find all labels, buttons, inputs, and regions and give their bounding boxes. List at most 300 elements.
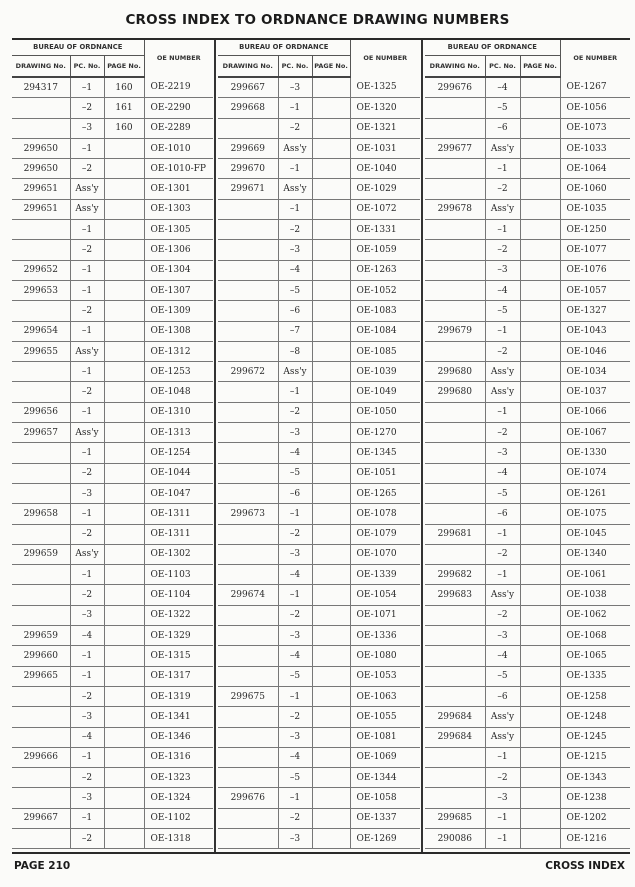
- drawing-no-cell: [12, 463, 70, 483]
- pc-no-cell: –8: [278, 341, 312, 361]
- oe-number-cell: OE-1309: [144, 301, 213, 321]
- drawing-no-cell: [218, 768, 278, 788]
- pc-no-cell: Ass'y: [70, 341, 104, 361]
- page-no-cell: [312, 402, 350, 422]
- pc-no-cell: –6: [485, 686, 520, 706]
- drawing-no-cell: 299680: [425, 382, 485, 402]
- page-no-cell: [104, 301, 144, 321]
- pc-no-cell: –2: [70, 98, 104, 118]
- table-row: [425, 788, 630, 808]
- drawing-no-cell: [218, 443, 278, 463]
- drawing-no-cell: [218, 747, 278, 767]
- table-row: [12, 382, 213, 402]
- drawing-no-cell: [12, 443, 70, 463]
- page-no-cell: [312, 443, 350, 463]
- section-label: CROSS INDEX: [545, 860, 625, 872]
- drawing-no-cell: [425, 159, 485, 179]
- pc-no-cell: –2: [278, 118, 312, 138]
- pc-no-cell: –6: [278, 301, 312, 321]
- table-row: [218, 646, 420, 666]
- drawing-no-cell: [12, 524, 70, 544]
- page-no-cell: [312, 565, 350, 585]
- oe-number-cell: OE-1324: [144, 788, 213, 808]
- drawing-no-cell: [218, 341, 278, 361]
- oe-number-cell: OE-1317: [144, 666, 213, 686]
- page-no-cell: [312, 240, 350, 260]
- page-no-cell: [520, 220, 560, 240]
- table-row: [12, 788, 213, 808]
- page-no-cell: [104, 544, 144, 564]
- drawing-no-cell: [425, 788, 485, 808]
- pc-no-cell: –2: [70, 159, 104, 179]
- pc-no-cell: –1: [485, 565, 520, 585]
- pc-no-cell: –1: [485, 828, 520, 848]
- page-no-cell: [520, 280, 560, 300]
- page-no-cell: [312, 382, 350, 402]
- pc-no-cell: –3: [70, 118, 104, 138]
- pc-no-cell: –3: [485, 626, 520, 646]
- pc-no-cell: –4: [278, 747, 312, 767]
- oe-number-cell: OE-1076: [560, 260, 630, 280]
- oe-number-cell: OE-1034: [560, 362, 630, 382]
- table-row: [12, 118, 213, 138]
- pc-no-cell: –6: [278, 483, 312, 503]
- table-row: [425, 341, 630, 361]
- pc-no-cell: –4: [485, 77, 520, 98]
- oe-number-cell: OE-1065: [560, 646, 630, 666]
- table-row: [218, 179, 420, 199]
- drawing-no-cell: [425, 747, 485, 767]
- header-bureau: BUREAU OF ORDNANCE: [218, 40, 350, 56]
- pc-no-cell: –1: [485, 747, 520, 767]
- page-no-cell: [520, 626, 560, 646]
- pc-no-cell: –3: [485, 260, 520, 280]
- drawing-no-cell: [425, 260, 485, 280]
- drawing-no-cell: 299660: [12, 646, 70, 666]
- table-row: [425, 646, 630, 666]
- oe-number-cell: OE-1045: [560, 524, 630, 544]
- pc-no-cell: –1: [278, 788, 312, 808]
- drawing-no-cell: [425, 98, 485, 118]
- page-no-cell: [312, 788, 350, 808]
- table-row: [12, 199, 213, 219]
- pc-no-cell: –4: [278, 646, 312, 666]
- page-no-cell: [104, 605, 144, 625]
- table-row: [218, 565, 420, 585]
- page-no-cell: [520, 179, 560, 199]
- drawing-no-cell: 290086: [425, 828, 485, 848]
- table-row: [12, 544, 213, 564]
- page-no-cell: [104, 321, 144, 341]
- pc-no-cell: –2: [70, 524, 104, 544]
- page-no-cell: [312, 504, 350, 524]
- drawing-no-cell: [12, 220, 70, 240]
- oe-number-cell: OE-1102: [144, 808, 213, 828]
- drawing-no-cell: [218, 382, 278, 402]
- table-row: [425, 686, 630, 706]
- pc-no-cell: –5: [278, 768, 312, 788]
- page-no-cell: [520, 77, 560, 98]
- table-row: [425, 362, 630, 382]
- drawing-no-cell: 299680: [425, 362, 485, 382]
- table-row: [425, 260, 630, 280]
- pc-no-cell: Ass'y: [70, 544, 104, 564]
- table-row: [218, 98, 420, 118]
- table-row: [425, 707, 630, 727]
- table-row: [12, 98, 213, 118]
- page-no-cell: [312, 544, 350, 564]
- oe-number-cell: OE-1270: [350, 423, 420, 443]
- pc-no-cell: –1: [70, 808, 104, 828]
- table-row: [12, 362, 213, 382]
- table-row: [218, 544, 420, 564]
- pc-no-cell: –1: [278, 159, 312, 179]
- table-row: [218, 747, 420, 767]
- oe-number-cell: OE-1010: [144, 138, 213, 158]
- drawing-no-cell: [218, 524, 278, 544]
- table-row: [425, 828, 630, 848]
- table-row: [12, 524, 213, 544]
- page-no-cell: [520, 646, 560, 666]
- drawing-no-cell: 294317: [12, 77, 70, 98]
- table-row: [12, 605, 213, 625]
- page-no-cell: [520, 747, 560, 767]
- oe-number-cell: OE-1084: [350, 321, 420, 341]
- page-no-cell: [104, 666, 144, 686]
- drawing-no-cell: 299676: [218, 788, 278, 808]
- oe-number-cell: OE-1051: [350, 463, 420, 483]
- table-row: [12, 686, 213, 706]
- table-row: [12, 179, 213, 199]
- pc-no-cell: –5: [485, 98, 520, 118]
- page-no-cell: [312, 280, 350, 300]
- page-no-cell: [312, 159, 350, 179]
- pc-no-cell: –1: [485, 220, 520, 240]
- drawing-no-cell: [425, 768, 485, 788]
- oe-number-cell: OE-1325: [350, 77, 420, 98]
- table-row: [425, 605, 630, 625]
- pc-no-cell: –4: [278, 565, 312, 585]
- table-row: [12, 666, 213, 686]
- table-row: [425, 626, 630, 646]
- drawing-no-cell: [425, 666, 485, 686]
- table-row: [425, 747, 630, 767]
- oe-number-cell: OE-1267: [560, 77, 630, 98]
- pc-no-cell: –3: [485, 788, 520, 808]
- page-no-cell: [104, 362, 144, 382]
- page-no-cell: [312, 260, 350, 280]
- oe-number-cell: OE-1047: [144, 483, 213, 503]
- drawing-no-cell: 299667: [218, 77, 278, 98]
- oe-number-cell: OE-1329: [144, 626, 213, 646]
- pc-no-cell: –2: [485, 768, 520, 788]
- table-row: [12, 585, 213, 605]
- drawing-no-cell: [218, 260, 278, 280]
- drawing-no-cell: [12, 768, 70, 788]
- pc-no-cell: –4: [278, 443, 312, 463]
- pc-no-cell: Ass'y: [278, 362, 312, 382]
- table-row: [218, 443, 420, 463]
- table-row: [12, 768, 213, 788]
- drawing-no-cell: [12, 727, 70, 747]
- table-row: [425, 483, 630, 503]
- table-row: [12, 828, 213, 848]
- oe-number-cell: OE-1263: [350, 260, 420, 280]
- page-no-cell: [312, 768, 350, 788]
- table-row: [425, 98, 630, 118]
- pc-no-cell: –3: [70, 605, 104, 625]
- table-row: [425, 179, 630, 199]
- table-row: [425, 666, 630, 686]
- drawing-no-cell: [425, 626, 485, 646]
- table-row: [12, 707, 213, 727]
- page-no-cell: [104, 524, 144, 544]
- page-no-cell: [520, 483, 560, 503]
- pc-no-cell: –1: [70, 666, 104, 686]
- pc-no-cell: –1: [70, 443, 104, 463]
- oe-number-cell: OE-1331: [350, 220, 420, 240]
- page-no-cell: [520, 159, 560, 179]
- drawing-no-cell: [218, 727, 278, 747]
- page-no-cell: [104, 179, 144, 199]
- pc-no-cell: –2: [278, 605, 312, 625]
- table-row: [12, 747, 213, 767]
- oe-number-cell: OE-1064: [560, 159, 630, 179]
- header-drawing-no: DRAWING No.: [12, 56, 70, 78]
- oe-number-cell: OE-1323: [144, 768, 213, 788]
- page-no-cell: [104, 504, 144, 524]
- oe-number-cell: OE-1303: [144, 199, 213, 219]
- table-row: [218, 605, 420, 625]
- drawing-no-cell: [12, 605, 70, 625]
- pc-no-cell: –5: [278, 463, 312, 483]
- drawing-no-cell: [425, 240, 485, 260]
- page-no-cell: [312, 118, 350, 138]
- drawing-no-cell: 299659: [12, 626, 70, 646]
- drawing-no-cell: [12, 707, 70, 727]
- oe-number-cell: OE-1059: [350, 240, 420, 260]
- page-no-cell: [520, 118, 560, 138]
- drawing-no-cell: [425, 443, 485, 463]
- drawing-no-cell: 299653: [12, 280, 70, 300]
- pc-no-cell: –7: [278, 321, 312, 341]
- table-row: [218, 828, 420, 848]
- drawing-no-cell: [218, 483, 278, 503]
- table-row: [218, 808, 420, 828]
- drawing-no-cell: [218, 666, 278, 686]
- drawing-no-cell: [218, 240, 278, 260]
- drawing-no-cell: [12, 301, 70, 321]
- page-no-cell: [312, 808, 350, 828]
- table-row: [12, 727, 213, 747]
- pc-no-cell: –3: [278, 626, 312, 646]
- drawing-no-cell: [218, 707, 278, 727]
- page-no-cell: [104, 483, 144, 503]
- oe-number-cell: OE-1346: [144, 727, 213, 747]
- drawing-no-cell: 299650: [12, 138, 70, 158]
- drawing-no-cell: 299657: [12, 423, 70, 443]
- pc-no-cell: Ass'y: [485, 382, 520, 402]
- oe-number-cell: OE-1261: [560, 483, 630, 503]
- pc-no-cell: –5: [278, 666, 312, 686]
- oe-number-cell: OE-2219: [144, 77, 213, 98]
- table-row: [218, 280, 420, 300]
- oe-number-cell: OE-1238: [560, 788, 630, 808]
- oe-number-cell: OE-1345: [350, 443, 420, 463]
- drawing-no-cell: [425, 686, 485, 706]
- page-no-cell: [312, 423, 350, 443]
- drawing-no-cell: [218, 463, 278, 483]
- drawing-no-cell: 299673: [218, 504, 278, 524]
- pc-no-cell: –1: [278, 199, 312, 219]
- page-no-cell: [520, 402, 560, 422]
- drawing-no-cell: [218, 828, 278, 848]
- oe-number-cell: OE-1308: [144, 321, 213, 341]
- page-no-cell: 160: [104, 77, 144, 98]
- oe-number-cell: OE-1319: [144, 686, 213, 706]
- drawing-no-cell: [425, 646, 485, 666]
- page-no-cell: [520, 98, 560, 118]
- drawing-no-cell: [12, 585, 70, 605]
- oe-number-cell: OE-1067: [560, 423, 630, 443]
- pc-no-cell: –2: [485, 240, 520, 260]
- page-no-cell: [312, 707, 350, 727]
- table-row: [425, 199, 630, 219]
- page-no-cell: [520, 382, 560, 402]
- pc-no-cell: –2: [485, 544, 520, 564]
- pc-no-cell: Ass'y: [485, 727, 520, 747]
- page-no-cell: [520, 828, 560, 848]
- pc-no-cell: –4: [485, 280, 520, 300]
- page-no-cell: [312, 483, 350, 503]
- page-no-cell: [312, 727, 350, 747]
- oe-number-cell: OE-1301: [144, 179, 213, 199]
- oe-number-cell: OE-2290: [144, 98, 213, 118]
- table-row: [425, 808, 630, 828]
- page-no-cell: [104, 585, 144, 605]
- pc-no-cell: –1: [70, 646, 104, 666]
- drawing-no-cell: 299652: [12, 260, 70, 280]
- page-no-cell: [312, 321, 350, 341]
- table-row: [12, 646, 213, 666]
- table-row: [425, 423, 630, 443]
- drawing-no-cell: 299684: [425, 707, 485, 727]
- table-row: [12, 159, 213, 179]
- oe-number-cell: OE-1061: [560, 565, 630, 585]
- table-row: [425, 280, 630, 300]
- page-no-cell: [520, 260, 560, 280]
- oe-number-cell: OE-1305: [144, 220, 213, 240]
- oe-number-cell: OE-1068: [560, 626, 630, 646]
- page-no-cell: [104, 626, 144, 646]
- pc-no-cell: Ass'y: [485, 585, 520, 605]
- page-no-cell: [312, 747, 350, 767]
- pc-no-cell: Ass'y: [485, 362, 520, 382]
- drawing-no-cell: [425, 423, 485, 443]
- oe-number-cell: OE-1215: [560, 747, 630, 767]
- table-row: [12, 138, 213, 158]
- drawing-no-cell: [425, 301, 485, 321]
- pc-no-cell: –5: [485, 483, 520, 503]
- oe-number-cell: OE-1344: [350, 768, 420, 788]
- header-drawing-no: DRAWING No.: [425, 56, 485, 78]
- pc-no-cell: –5: [485, 301, 520, 321]
- table-row: [12, 341, 213, 361]
- table-row: [425, 565, 630, 585]
- table-row: [425, 768, 630, 788]
- table-row: [218, 341, 420, 361]
- page-number: PAGE 210: [14, 860, 71, 872]
- table-row: [12, 260, 213, 280]
- table-row: [12, 77, 213, 98]
- drawing-no-cell: [218, 626, 278, 646]
- oe-number-cell: OE-1048: [144, 382, 213, 402]
- page-no-cell: [104, 565, 144, 585]
- drawing-no-cell: [12, 483, 70, 503]
- pc-no-cell: –1: [70, 260, 104, 280]
- page-no-cell: [312, 341, 350, 361]
- drawing-no-cell: 299684: [425, 727, 485, 747]
- table-row: [218, 788, 420, 808]
- drawing-no-cell: [218, 423, 278, 443]
- index-table-2: [218, 40, 420, 849]
- oe-number-cell: OE-1313: [144, 423, 213, 443]
- table-row: [218, 301, 420, 321]
- pc-no-cell: –1: [278, 686, 312, 706]
- pc-no-cell: –1: [70, 280, 104, 300]
- oe-number-cell: OE-1010-FP: [144, 159, 213, 179]
- pc-no-cell: –4: [278, 260, 312, 280]
- table-row: [425, 524, 630, 544]
- oe-number-cell: OE-1033: [560, 138, 630, 158]
- pc-no-cell: Ass'y: [70, 179, 104, 199]
- page-no-cell: [312, 605, 350, 625]
- page-no-cell: [520, 565, 560, 585]
- oe-number-cell: OE-1245: [560, 727, 630, 747]
- oe-number-cell: OE-1066: [560, 402, 630, 422]
- pc-no-cell: –2: [70, 382, 104, 402]
- table-row: [218, 524, 420, 544]
- table-row: [12, 626, 213, 646]
- table-row: [218, 260, 420, 280]
- table-row: [12, 443, 213, 463]
- page-no-cell: [104, 463, 144, 483]
- page-no-cell: [104, 646, 144, 666]
- table-row: [425, 321, 630, 341]
- block-divider: [214, 40, 216, 852]
- table-row: [12, 565, 213, 585]
- page-no-cell: [104, 828, 144, 848]
- oe-number-cell: OE-1265: [350, 483, 420, 503]
- table-row: [218, 138, 420, 158]
- table-row: [218, 118, 420, 138]
- page-no-cell: [520, 707, 560, 727]
- oe-number-cell: OE-1318: [144, 828, 213, 848]
- table-row: [218, 423, 420, 443]
- pc-no-cell: –2: [70, 828, 104, 848]
- oe-number-cell: OE-1343: [560, 768, 630, 788]
- pc-no-cell: Ass'y: [485, 707, 520, 727]
- page-no-cell: [312, 828, 350, 848]
- drawing-no-cell: 299669: [218, 138, 278, 158]
- oe-number-cell: OE-1311: [144, 524, 213, 544]
- drawing-no-cell: [12, 118, 70, 138]
- pc-no-cell: –2: [278, 402, 312, 422]
- drawing-no-cell: [425, 463, 485, 483]
- table-row: [12, 280, 213, 300]
- oe-number-cell: OE-1078: [350, 504, 420, 524]
- header-oe-number: OE NUMBER: [573, 54, 618, 62]
